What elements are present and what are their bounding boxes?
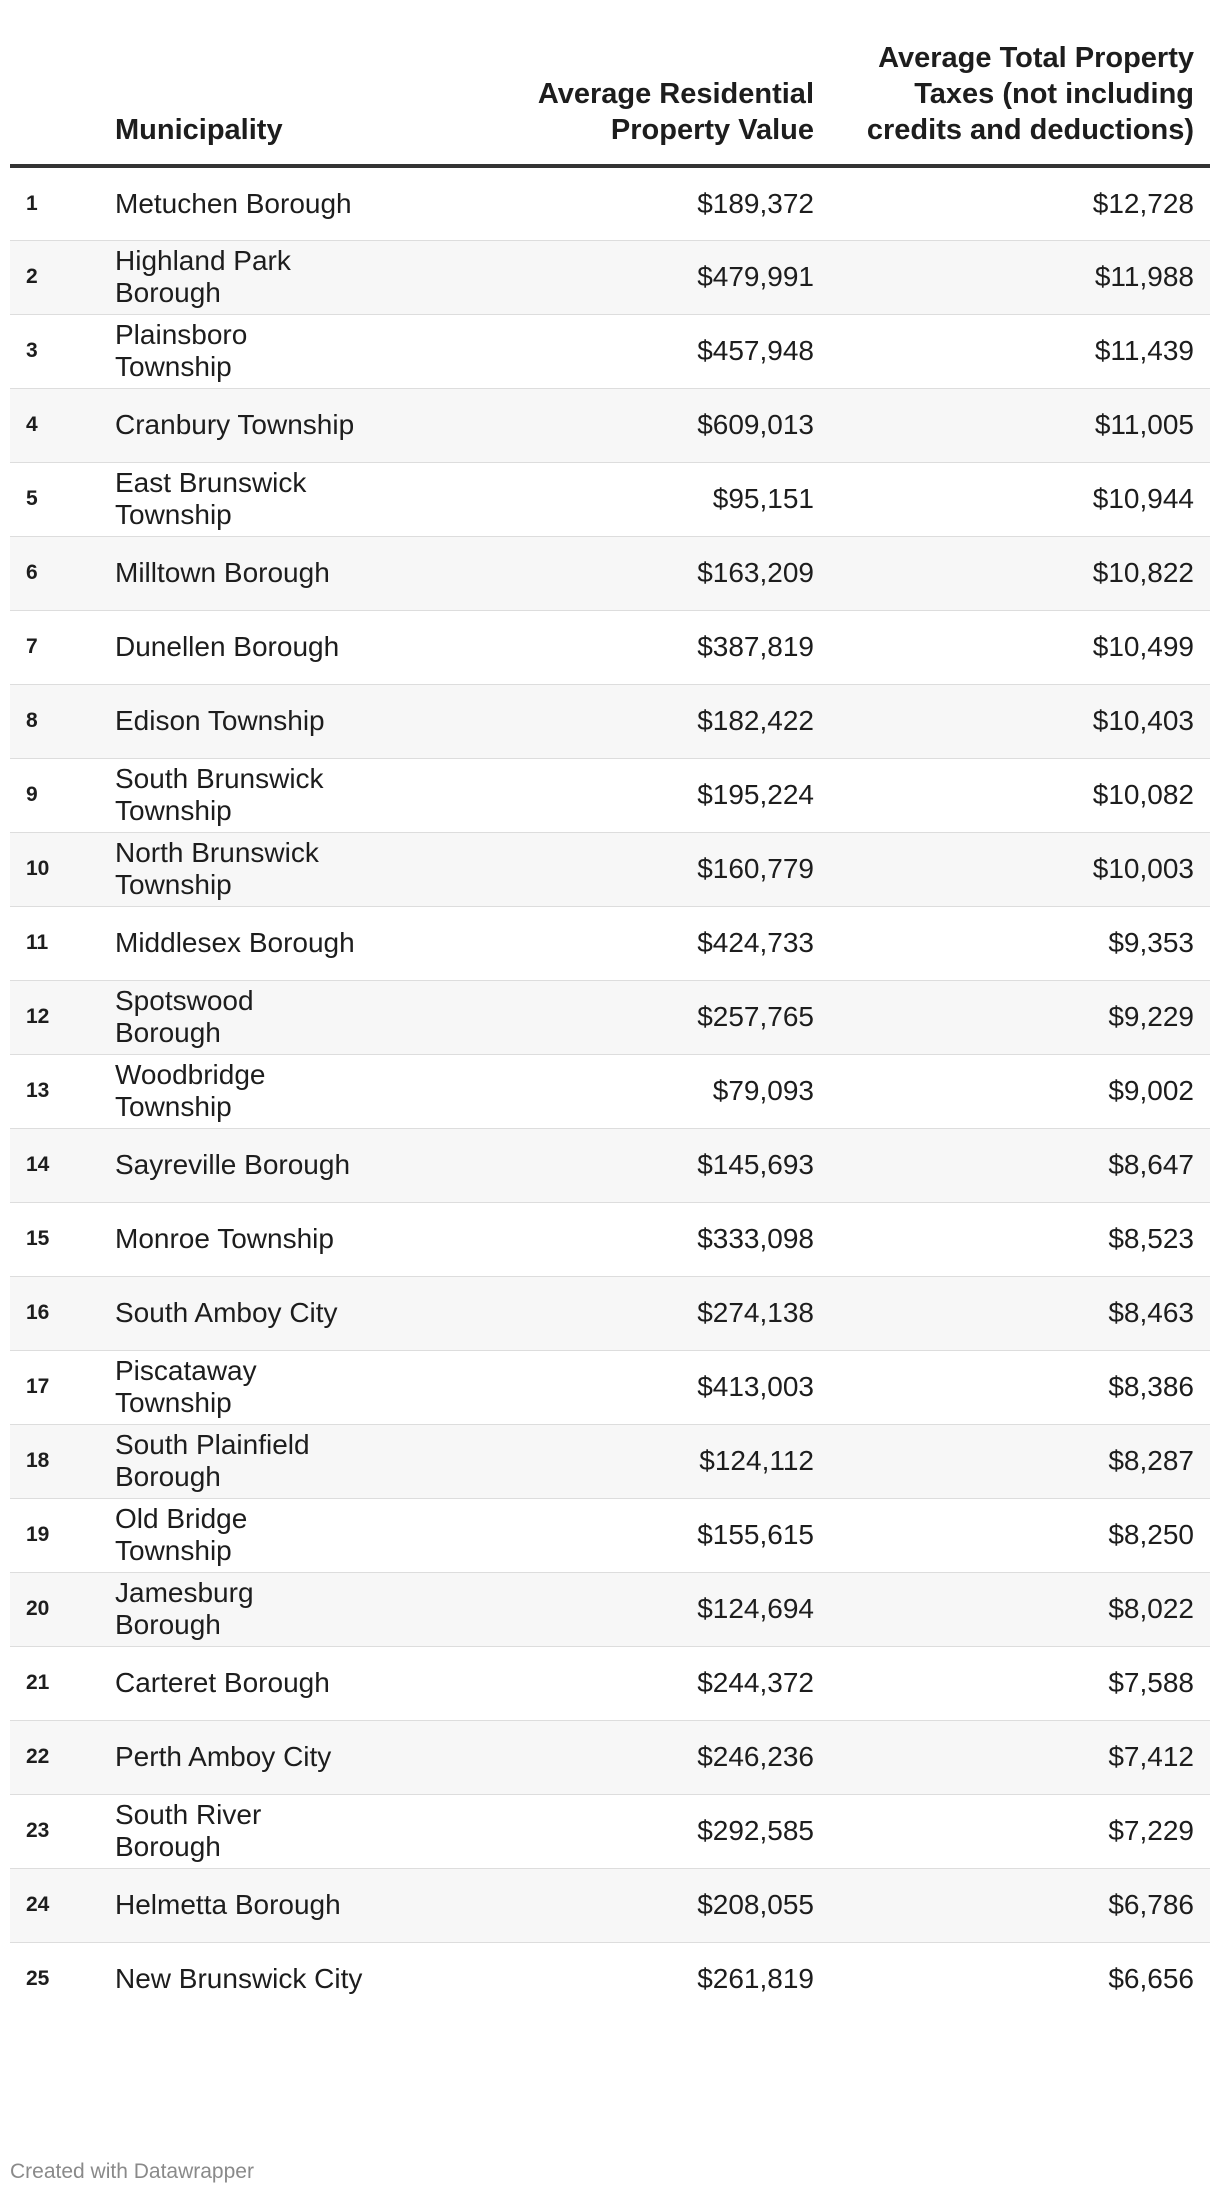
row-rank: 19 (26, 1523, 50, 1546)
property-tax: $10,822 (1092, 557, 1194, 588)
row-rank-cell (10, 462, 115, 536)
municipality-name: South Brunswick Township (115, 763, 324, 826)
property-value-cell (450, 1794, 830, 1868)
municipality-name: Monroe Township (115, 1223, 334, 1254)
row-rank-cell (10, 1498, 115, 1572)
row-rank: 18 (26, 1449, 50, 1472)
property-tax-cell (830, 980, 1210, 1054)
property-value-cell (450, 906, 830, 980)
row-rank: 15 (26, 1227, 50, 1250)
row-rank-cell (10, 906, 115, 980)
property-tax: $7,229 (1108, 1815, 1194, 1846)
property-value: $424,733 (697, 927, 814, 958)
row-rank: 7 (26, 635, 38, 658)
row-rank-cell (10, 1942, 115, 2016)
property-value-cell (450, 166, 830, 240)
property-value: $387,819 (697, 631, 814, 662)
table-row (10, 1424, 1210, 1498)
header-municipality-label: Municipality (115, 114, 283, 146)
property-tax-cell (830, 314, 1210, 388)
property-tax-table (10, 40, 1210, 2016)
municipality-name-cell (115, 832, 450, 906)
municipality-name-cell (115, 1646, 450, 1720)
property-value-cell (450, 1572, 830, 1646)
row-rank: 1 (26, 191, 38, 215)
municipality-name: South River Borough (115, 1799, 262, 1862)
row-rank: 3 (26, 339, 38, 362)
header-row (10, 40, 1210, 166)
row-rank-cell (10, 1868, 115, 1942)
property-value: $182,422 (697, 705, 814, 736)
row-rank-cell (10, 1572, 115, 1646)
row-rank-cell (10, 1720, 115, 1794)
municipality-name: Jamesburg Borough (115, 1577, 254, 1640)
table-row (10, 1128, 1210, 1202)
row-rank: 4 (26, 413, 38, 436)
row-rank: 24 (26, 1893, 50, 1916)
property-tax-cell (830, 462, 1210, 536)
property-tax: $8,463 (1108, 1297, 1194, 1328)
row-rank-cell (10, 388, 115, 462)
table-row (10, 462, 1210, 536)
property-tax: $11,439 (1094, 335, 1194, 366)
table-row (10, 610, 1210, 684)
municipality-name: Piscataway Township (115, 1355, 257, 1418)
row-rank-cell (10, 1276, 115, 1350)
property-value-cell (450, 462, 830, 536)
property-value: $257,765 (697, 1001, 814, 1032)
table-row (10, 166, 1210, 240)
municipality-name-cell (115, 1572, 450, 1646)
table-row (10, 980, 1210, 1054)
property-value-cell (450, 832, 830, 906)
property-tax-cell (830, 1572, 1210, 1646)
row-rank: 12 (26, 1005, 50, 1028)
municipality-name: Highland Park Borough (115, 245, 291, 308)
municipality-name: East Brunswick Township (115, 467, 307, 530)
row-rank: 6 (26, 561, 38, 584)
municipality-name-cell (115, 240, 450, 314)
municipality-name-cell (115, 388, 450, 462)
row-rank-cell (10, 240, 115, 314)
row-rank-cell (10, 1424, 115, 1498)
property-value: $79,093 (712, 1075, 814, 1106)
row-rank: 25 (26, 1967, 50, 1991)
municipality-name: Perth Amboy City (115, 1741, 332, 1772)
property-tax-cell (830, 1498, 1210, 1572)
table-row (10, 240, 1210, 314)
header-municipality[interactable] (115, 40, 450, 166)
table-row (10, 832, 1210, 906)
table-body (10, 166, 1210, 2016)
table-row (10, 1276, 1210, 1350)
property-tax: $8,386 (1108, 1371, 1194, 1402)
row-rank: 5 (26, 487, 38, 510)
property-value-cell (450, 1720, 830, 1794)
property-tax-cell (830, 1424, 1210, 1498)
property-tax: $10,082 (1092, 779, 1194, 810)
municipality-name: Old Bridge Township (115, 1503, 248, 1566)
row-rank-cell (10, 1350, 115, 1424)
municipality-name: Woodbridge Township (115, 1059, 266, 1122)
row-rank: 21 (26, 1671, 50, 1694)
header-rank[interactable] (10, 40, 115, 166)
property-tax-cell (830, 684, 1210, 758)
table-row (10, 1942, 1210, 2016)
row-rank-cell (10, 1054, 115, 1128)
property-value: $292,585 (697, 1815, 814, 1846)
municipality-name-cell (115, 1720, 450, 1794)
row-rank: 20 (26, 1597, 50, 1620)
municipality-name: Middlesex Borough (115, 927, 355, 958)
property-tax-cell (830, 388, 1210, 462)
property-tax-cell (830, 906, 1210, 980)
municipality-name-cell (115, 1054, 450, 1128)
property-tax-cell (830, 1942, 1210, 2016)
property-value-cell (450, 240, 830, 314)
table-row (10, 1794, 1210, 1868)
property-tax: $7,412 (1108, 1741, 1194, 1772)
table-row (10, 1350, 1210, 1424)
property-value-cell (450, 1868, 830, 1942)
row-rank-cell (10, 536, 115, 610)
property-value: $124,112 (699, 1445, 814, 1476)
municipality-name-cell (115, 462, 450, 536)
property-tax: $8,523 (1108, 1223, 1194, 1254)
property-tax-cell (830, 1794, 1210, 1868)
row-rank: 9 (26, 783, 38, 806)
municipality-name-cell (115, 1424, 450, 1498)
municipality-name: Cranbury Township (115, 409, 355, 440)
municipality-name-cell (115, 314, 450, 388)
row-rank-cell (10, 314, 115, 388)
table-row (10, 536, 1210, 610)
municipality-name-cell (115, 1498, 450, 1572)
property-value: $261,819 (697, 1963, 814, 1995)
table-row (10, 1054, 1210, 1128)
municipality-name-cell (115, 684, 450, 758)
property-tax-cell (830, 1276, 1210, 1350)
property-value: $274,138 (697, 1297, 814, 1328)
property-value: $333,098 (697, 1223, 814, 1254)
property-tax-cell (830, 166, 1210, 240)
property-tax-cell (830, 1720, 1210, 1794)
property-value: $155,615 (697, 1519, 814, 1550)
property-value-cell (450, 684, 830, 758)
property-value-cell (450, 388, 830, 462)
property-value: $195,224 (697, 779, 814, 810)
row-rank: 2 (26, 265, 38, 288)
municipality-name: North Brunswick Township (115, 837, 319, 900)
property-tax-cell (830, 1128, 1210, 1202)
table-row (10, 314, 1210, 388)
municipality-name-cell (115, 1276, 450, 1350)
row-rank-cell (10, 1202, 115, 1276)
table-row (10, 684, 1210, 758)
municipality-name: Carteret Borough (115, 1667, 330, 1698)
property-value-cell (450, 1498, 830, 1572)
property-value-cell (450, 1424, 830, 1498)
row-rank-cell (10, 1794, 115, 1868)
property-tax: $7,588 (1108, 1667, 1194, 1698)
property-value-cell (450, 1054, 830, 1128)
municipality-name-cell (115, 906, 450, 980)
property-tax: $10,003 (1092, 853, 1194, 884)
table-row (10, 1868, 1210, 1942)
property-tax: $9,353 (1108, 927, 1194, 958)
property-value: $479,991 (697, 261, 814, 292)
property-value: $244,372 (697, 1667, 814, 1698)
property-tax: $11,988 (1094, 261, 1194, 292)
property-tax: $8,287 (1108, 1445, 1194, 1476)
property-value: $413,003 (697, 1371, 814, 1402)
header-property-taxes-label: Average Total Property Taxes (not including credits and deductions) (866, 42, 1194, 146)
municipality-name: South Plainfield Borough (115, 1429, 310, 1492)
municipality-name-cell (115, 1942, 450, 2016)
municipality-name-cell (115, 1868, 450, 1942)
property-tax: $9,229 (1108, 1001, 1194, 1032)
property-value: $124,694 (697, 1593, 814, 1624)
row-rank: 10 (26, 857, 50, 880)
row-rank-cell (10, 758, 115, 832)
property-tax: $8,250 (1108, 1519, 1194, 1550)
property-value-cell (450, 1276, 830, 1350)
header-property-value-label: Average Residential Property Value (537, 78, 814, 146)
row-rank-cell (10, 980, 115, 1054)
row-rank: 23 (26, 1819, 50, 1842)
municipality-name: Helmetta Borough (115, 1889, 341, 1920)
property-value-cell (450, 980, 830, 1054)
property-value: $208,055 (697, 1889, 814, 1920)
row-rank: 17 (26, 1375, 50, 1398)
property-value-cell (450, 1202, 830, 1276)
row-rank-cell (10, 1128, 115, 1202)
municipality-name-cell (115, 536, 450, 610)
row-rank-cell (10, 1646, 115, 1720)
municipality-name: Milltown Borough (115, 557, 330, 588)
property-tax: $10,944 (1092, 483, 1194, 514)
table-row (10, 1572, 1210, 1646)
row-rank: 22 (26, 1745, 50, 1768)
row-rank: 13 (26, 1079, 50, 1102)
property-tax-cell (830, 832, 1210, 906)
property-tax-cell (830, 758, 1210, 832)
municipality-name-cell (115, 1794, 450, 1868)
row-rank: 14 (26, 1153, 50, 1176)
municipality-name-cell (115, 166, 450, 240)
property-value-cell (450, 1646, 830, 1720)
municipality-name: Edison Township (115, 705, 325, 736)
header-property-taxes[interactable] (830, 40, 1210, 166)
property-value-cell (450, 758, 830, 832)
property-value-cell (450, 1128, 830, 1202)
property-tax-cell (830, 1350, 1210, 1424)
property-tax-cell (830, 240, 1210, 314)
property-value: $145,693 (697, 1149, 814, 1180)
property-tax: $6,656 (1108, 1963, 1194, 1995)
property-tax-cell (830, 536, 1210, 610)
municipality-name: Sayreville Borough (115, 1149, 351, 1180)
property-tax: $11,005 (1094, 409, 1194, 440)
property-tax-cell (830, 610, 1210, 684)
table-row (10, 1498, 1210, 1572)
municipality-name: South Amboy City (115, 1297, 338, 1328)
municipality-name: Dunellen Borough (115, 631, 340, 662)
property-tax: $10,403 (1092, 705, 1194, 736)
row-rank-cell (10, 832, 115, 906)
property-value-cell (450, 610, 830, 684)
property-value: $95,151 (712, 483, 814, 514)
municipality-name: Metuchen Borough (115, 187, 352, 219)
property-value-cell (450, 536, 830, 610)
table-row (10, 1202, 1210, 1276)
row-rank-cell (10, 684, 115, 758)
property-tax-cell (830, 1054, 1210, 1128)
property-value: $609,013 (697, 409, 814, 440)
row-rank-cell (10, 610, 115, 684)
property-value: $189,372 (697, 187, 814, 219)
property-value: $160,779 (697, 853, 814, 884)
property-tax-cell (830, 1646, 1210, 1720)
property-value: $457,948 (697, 335, 814, 366)
municipality-name-cell (115, 1350, 450, 1424)
property-tax: $12,728 (1092, 187, 1194, 219)
property-tax: $6,786 (1108, 1889, 1194, 1920)
header-property-value[interactable] (450, 40, 830, 166)
property-tax: $9,002 (1108, 1075, 1194, 1106)
municipality-name-cell (115, 980, 450, 1054)
property-tax-cell (830, 1868, 1210, 1942)
property-tax: $8,647 (1108, 1149, 1194, 1180)
property-value: $163,209 (697, 557, 814, 588)
property-tax: $10,499 (1092, 631, 1194, 662)
municipality-name: Spotswood Borough (115, 985, 254, 1048)
row-rank: 16 (26, 1301, 50, 1324)
property-value: $246,236 (697, 1741, 814, 1772)
table-row (10, 1646, 1210, 1720)
property-tax-cell (830, 1202, 1210, 1276)
row-rank-cell (10, 166, 115, 240)
datawrapper-credit[interactable]: Created with Datawrapper (10, 2160, 254, 2183)
municipality-name: New Brunswick City (115, 1963, 363, 1995)
table-row (10, 388, 1210, 462)
row-rank: 8 (26, 709, 38, 732)
data-table-container (10, 40, 1210, 2016)
table-header (10, 40, 1210, 166)
property-tax: $8,022 (1108, 1593, 1194, 1624)
property-value-cell (450, 1350, 830, 1424)
municipality-name-cell (115, 610, 450, 684)
table-row (10, 906, 1210, 980)
municipality-name-cell (115, 758, 450, 832)
table-row (10, 1720, 1210, 1794)
municipality-name-cell (115, 1128, 450, 1202)
table-row (10, 758, 1210, 832)
municipality-name-cell (115, 1202, 450, 1276)
property-value-cell (450, 1942, 830, 2016)
row-rank: 11 (26, 931, 49, 954)
property-value-cell (450, 314, 830, 388)
municipality-name: Plainsboro Township (115, 319, 248, 382)
